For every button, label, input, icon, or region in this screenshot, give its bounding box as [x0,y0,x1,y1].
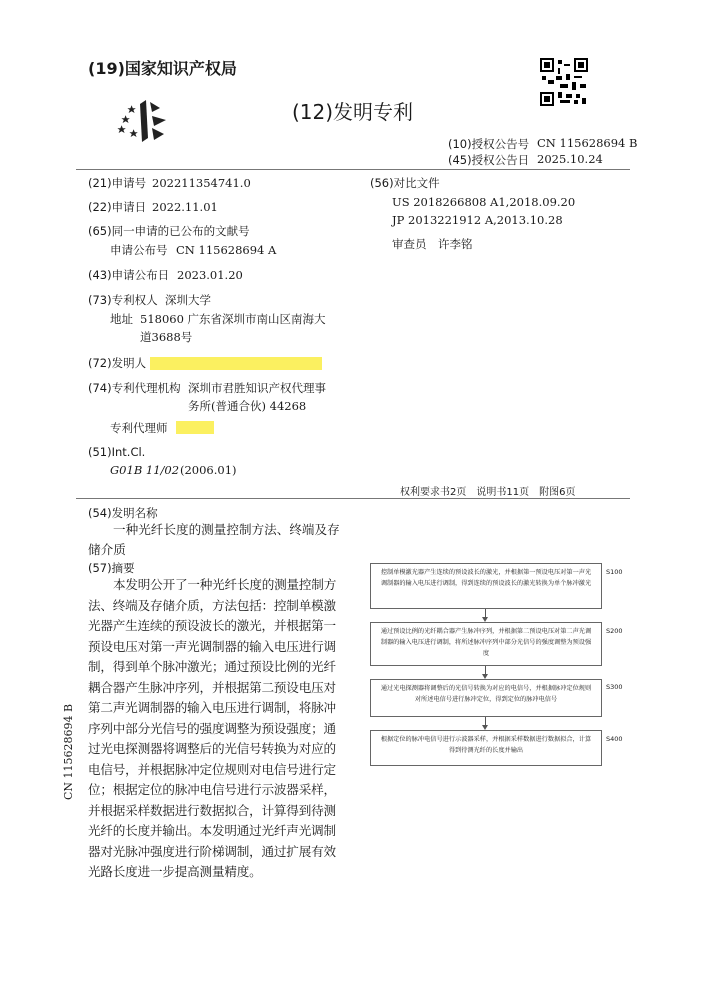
header-rule [76,169,630,170]
ref-1: US 2018266808 A1,2018.09.20 [392,195,576,209]
grant-pub-no-label: (10)授权公告号 [448,137,530,151]
abstract-label: (57)摘要 [88,561,135,575]
flow-step-box: 通过预设比例的光纤耦合器产生脉冲序列，并根据第二预设电压对第二声光调制器的输入电压进行调制，将所述脉冲序列中部分光信号的强度调整为预设强度 [370,622,602,666]
agency-line1: 深圳市君胜知识产权代理事 [188,381,326,395]
examiner: 许李铭 [438,237,473,251]
office-name: (19)国家知识产权局 [88,59,237,78]
intcl-date: (2006.01) [180,463,237,477]
cnipa-emblem-icon [116,98,178,146]
address-line1: 518060 广东省深圳市南山区南海大 [140,312,326,326]
address-label: 地址 [110,312,133,326]
flow-step-label: S100 [606,568,623,576]
inventor-redaction [150,357,322,370]
pub-date-label: (43)申请公布日 [88,268,170,282]
same-app-label: (65)同一申请的已公布的文献号 [88,224,250,238]
patentee-label: (73)专利权人 [88,293,158,307]
document-type: (12)发明专利 [292,100,414,124]
pub-no: CN 115628694 A [176,243,277,257]
flow-step-label: S400 [606,735,623,743]
ref-2: JP 2013221912 A,2013.10.28 [392,213,563,227]
intcl-label: (51)Int.Cl. [88,445,146,459]
agency-label: (74)专利代理机构 [88,381,181,395]
address-line2: 道3688号 [140,330,193,344]
flow-step-box: 根据定位的脉冲电信号进行示波器采样，并根据采样数据进行数据拟合，计算得到待测光纤的长度并输出 [370,730,602,766]
inventor-label: (72)发明人 [88,356,147,370]
app-date-label: (22)申请日 [88,200,147,214]
app-date: 2022.11.01 [152,200,218,214]
intcl-code: G01B 11/02 [110,463,180,477]
grant-pub-date: 2025.10.24 [537,152,603,166]
pub-date: 2023.01.20 [177,268,243,282]
grant-pub-date-label: (45)授权公告日 [448,153,530,167]
flow-step-box: 通过光电探测器将调整后的光信号转换为对应的电信号，并根据脉冲定位规则对所述电信号进行脉冲定位，得到定位的脉冲电信号 [370,679,602,717]
title-label: (54)发明名称 [88,506,158,520]
abstract-text: 本发明公开了一种光纤长度的测量控制方法、终端及存储介质，方法包括：控制单模激光器产生连续的预设波长的激光，并根据第一预设电压对第一声光调制器的输入电压进行调制，得到单个脉冲激光；通过预设比例的光纤耦合器产生脉冲序列，并根据第二预设电压对第二声光调制器的输入电压进行调制，将脉冲序列中部分光信号的强度调整为预设强度；通过光电探测器将调整后的光信号转换为对应的电信号，并根据脉冲定位规则对电信号进行定位；根据定位的脉冲电信号进行示波器采样，并根据采样数据进行数据拟合，计算得到待测光纤的长度并输出。本发明通过光纤声光调制器对光脉冲强度进行阶梯调制，通过扩展有效光路长度进一步提高测量精度。 [88,577,337,879]
qr-code-icon [540,58,588,106]
examiner-label: 审查员 [392,237,427,251]
pub-no-label: 申请公布号 [110,243,168,257]
agent-label: 专利代理师 [110,421,168,435]
page-counts: 权利要求书2页 说明书11页 附图6页 [400,487,576,498]
app-no-label: (21)申请号 [88,176,147,190]
agency-line2: 务所(普通合伙) 44268 [188,399,307,413]
agent-redaction [176,421,214,434]
flow-step-label: S200 [606,627,623,635]
app-no: 202211354741.0 [152,176,251,190]
grant-pub-no: CN 115628694 B [537,136,638,150]
middle-rule [76,498,630,499]
invention-title: 一种光纤长度的测量控制方法、终端及存储介质 [88,522,340,557]
side-patent-number: CN 115628694 B [62,703,75,800]
flow-step-label: S300 [606,683,623,691]
flow-step-box: 控制单模激光器产生连续的预设波长的激光，并根据第一预设电压对第一声光调制器的输入电压进行调制，得到连续的预设波长的激光转换为单个脉冲激光 [370,563,602,609]
refs-label: (56)对比文件 [370,176,440,190]
patentee: 深圳大学 [165,293,211,307]
